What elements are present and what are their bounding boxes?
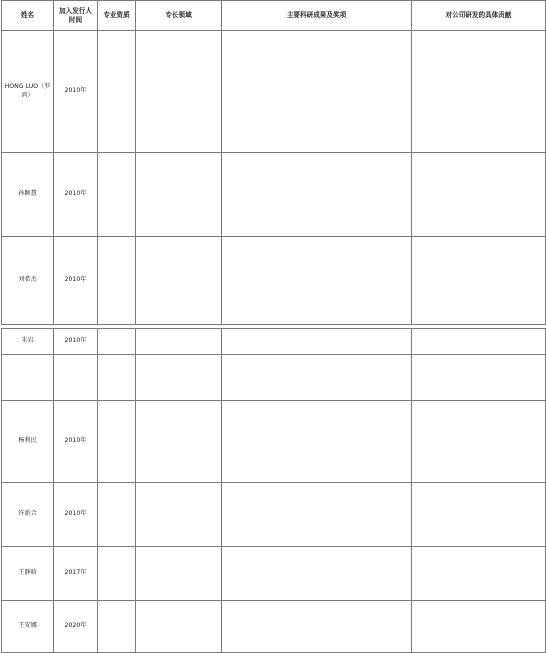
cell-contribution [412,237,546,325]
cell-expertise [136,329,222,355]
cell-expertise [136,601,222,653]
cell-expertise [136,355,222,401]
cell-name: 王静晗 [2,547,54,601]
cell-qualification [98,601,136,653]
cell-qualification [98,547,136,601]
cell-name: 王安娜 [2,601,54,653]
cell-expertise [136,153,222,237]
cell-join-year: 2010年 [54,31,98,153]
cell-qualification [98,355,136,401]
cell-name: 朱岩 [2,329,54,355]
table-row [2,31,546,153]
table-row [2,601,546,653]
cell-name: HONG LUO（罗鸿） [2,31,54,153]
cell-name: 杨利民 [2,401,54,483]
cell-join-year [54,355,98,401]
cell-expertise [136,237,222,325]
cell-expertise [136,31,222,153]
cell-qualification [98,153,136,237]
table-row [2,483,546,547]
cell-join-year: 2010年 [54,237,98,325]
cell-expertise [136,401,222,483]
cell-join-year: 2020年 [54,601,98,653]
cell-join-year: 2010年 [54,401,98,483]
cell-qualification [98,237,136,325]
cell-qualification [98,329,136,355]
cell-join-year: 2010年 [54,483,98,547]
cell-achievements [222,401,412,483]
cell-name: 刘希杰 [2,237,54,325]
header-contribution: 对公司研发的具体贡献 [412,1,546,31]
header-achievements: 主要科研成果及奖项 [222,1,412,31]
cell-achievements [222,483,412,547]
cell-contribution [412,547,546,601]
cell-achievements [222,547,412,601]
header-qualification: 专业资质 [98,1,136,31]
cell-qualification [98,31,136,153]
cell-expertise [136,483,222,547]
table-header-row [2,1,546,31]
cell-achievements [222,601,412,653]
cell-achievements [222,237,412,325]
cell-join-year: 2017年 [54,547,98,601]
rd-personnel-table [1,0,546,653]
cell-contribution [412,153,546,237]
table-row [2,401,546,483]
table-row [2,237,546,325]
cell-join-year: 2010年 [54,329,98,355]
cell-qualification [98,401,136,483]
cell-join-year: 2010年 [54,153,98,237]
table-row [2,153,546,237]
table-row [2,547,546,601]
header-expertise: 专长领域 [136,1,222,31]
cell-qualification [98,483,136,547]
table-row [2,329,546,355]
cell-contribution [412,31,546,153]
header-name: 姓名 [2,1,54,31]
cell-contribution [412,601,546,653]
cell-expertise [136,547,222,601]
cell-name: 孙颖慧 [2,153,54,237]
cell-contribution [412,401,546,483]
cell-achievements [222,355,412,401]
cell-contribution [412,355,546,401]
cell-achievements [222,31,412,153]
header-join-year: 加入发行人时间 [54,1,98,31]
cell-achievements [222,153,412,237]
cell-name [2,355,54,401]
cell-achievements [222,329,412,355]
cell-contribution [412,329,546,355]
table-row [2,355,546,401]
cell-contribution [412,483,546,547]
cell-name: 许新合 [2,483,54,547]
